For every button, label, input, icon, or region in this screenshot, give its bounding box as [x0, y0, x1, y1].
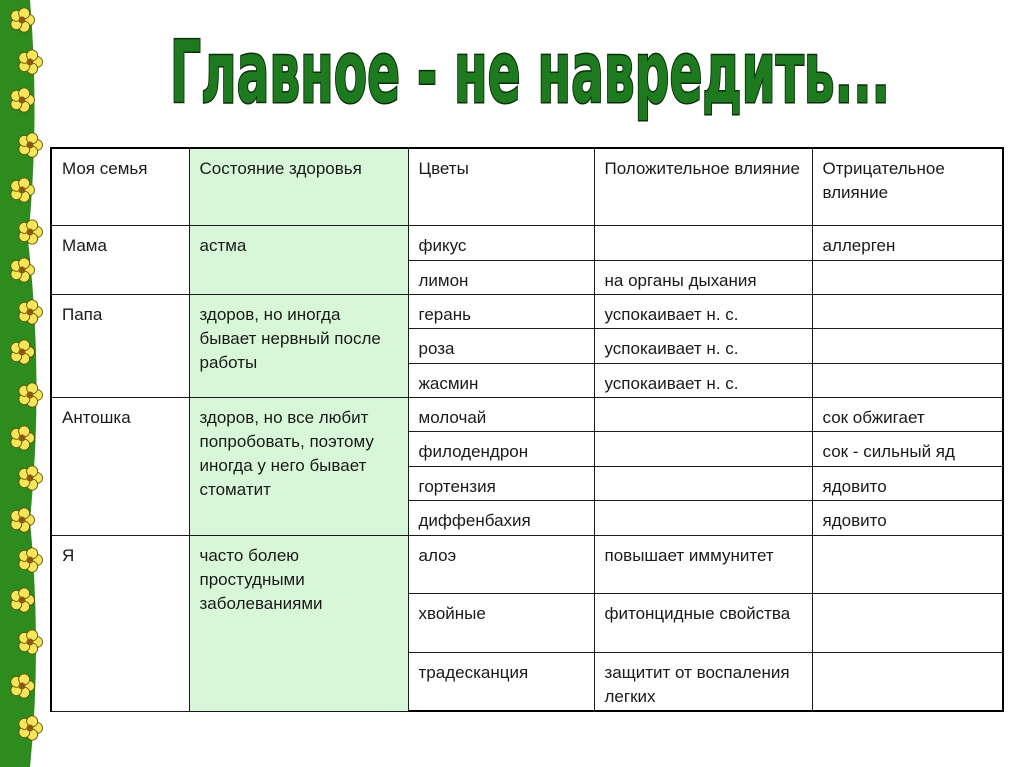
- negative-effect: [812, 594, 1003, 653]
- flower-icon: [11, 508, 35, 532]
- header-flowers: Цветы: [408, 148, 594, 226]
- family-member: Папа: [51, 295, 189, 398]
- flower-icon: [19, 300, 43, 324]
- table-row: [51, 535, 1003, 594]
- negative-effect: [812, 295, 1003, 329]
- header-family: Моя семья: [51, 148, 189, 226]
- flower-icon: [19, 383, 43, 407]
- health-flowers-table: [50, 147, 1004, 712]
- positive-effect: на органы дыхания: [594, 260, 812, 294]
- negative-effect: [812, 329, 1003, 363]
- flower-border-decoration: [0, 0, 46, 767]
- flower-name: филодендрон: [408, 432, 594, 466]
- flower-icon: [19, 133, 43, 157]
- positive-effect: успокаивает н. с.: [594, 363, 812, 397]
- family-member: Я: [51, 535, 189, 711]
- negative-effect: ядовито: [812, 501, 1003, 535]
- negative-effect: сок - сильный яд: [812, 432, 1003, 466]
- flower-icon: [19, 630, 43, 654]
- flower-name: хвойные: [408, 594, 594, 653]
- header-health: Состояние здоровья: [189, 148, 408, 226]
- negative-effect: аллерген: [812, 226, 1003, 260]
- page-title: Главное - не навредить...: [170, 23, 890, 123]
- flower-icon: [19, 716, 43, 740]
- negative-effect: [812, 260, 1003, 294]
- negative-effect: [812, 363, 1003, 397]
- positive-effect: [594, 466, 812, 500]
- positive-effect: фитонцидные свойства: [594, 594, 812, 653]
- flower-icon: [19, 50, 43, 74]
- flower-name: фикус: [408, 226, 594, 260]
- flower-name: гортензия: [408, 466, 594, 500]
- health-status: часто болею простудными заболеваниями: [189, 535, 408, 711]
- positive-effect: защитит от воспаления легких: [594, 652, 812, 711]
- flower-name: жасмин: [408, 363, 594, 397]
- negative-effect: [812, 652, 1003, 711]
- header-positive: Положительное влияние: [594, 148, 812, 226]
- health-status: здоров, но все любит попробовать, поэтому иногда у него бывает стоматит: [189, 398, 408, 535]
- table-row: [51, 226, 1003, 260]
- flower-name: диффенбахия: [408, 501, 594, 535]
- flower-name: традесканция: [408, 652, 594, 711]
- positive-effect: успокаивает н. с.: [594, 295, 812, 329]
- flower-name: герань: [408, 295, 594, 329]
- table-row: [51, 295, 1003, 329]
- positive-effect: [594, 432, 812, 466]
- table-row: [51, 398, 1003, 432]
- title-banner: [120, 10, 940, 130]
- positive-effect: [594, 501, 812, 535]
- flower-name: лимон: [408, 260, 594, 294]
- positive-effect: повышает иммунитет: [594, 535, 812, 594]
- negative-effect: сок обжигает: [812, 398, 1003, 432]
- family-member: Антошка: [51, 398, 189, 535]
- header-negative: Отрицательное влияние: [812, 148, 1003, 226]
- flower-icon: [19, 466, 43, 490]
- flower-icon: [19, 548, 43, 572]
- header-row: [51, 148, 1003, 226]
- flower-name: молочай: [408, 398, 594, 432]
- flower-name: алоэ: [408, 535, 594, 594]
- negative-effect: [812, 535, 1003, 594]
- health-status: астма: [189, 226, 408, 295]
- flower-name: роза: [408, 329, 594, 363]
- negative-effect: ядовито: [812, 466, 1003, 500]
- health-status: здоров, но иногда бывает нервный после работы: [189, 295, 408, 398]
- positive-effect: [594, 398, 812, 432]
- positive-effect: успокаивает н. с.: [594, 329, 812, 363]
- positive-effect: [594, 226, 812, 260]
- flower-icon: [19, 220, 43, 244]
- family-member: Мама: [51, 226, 189, 295]
